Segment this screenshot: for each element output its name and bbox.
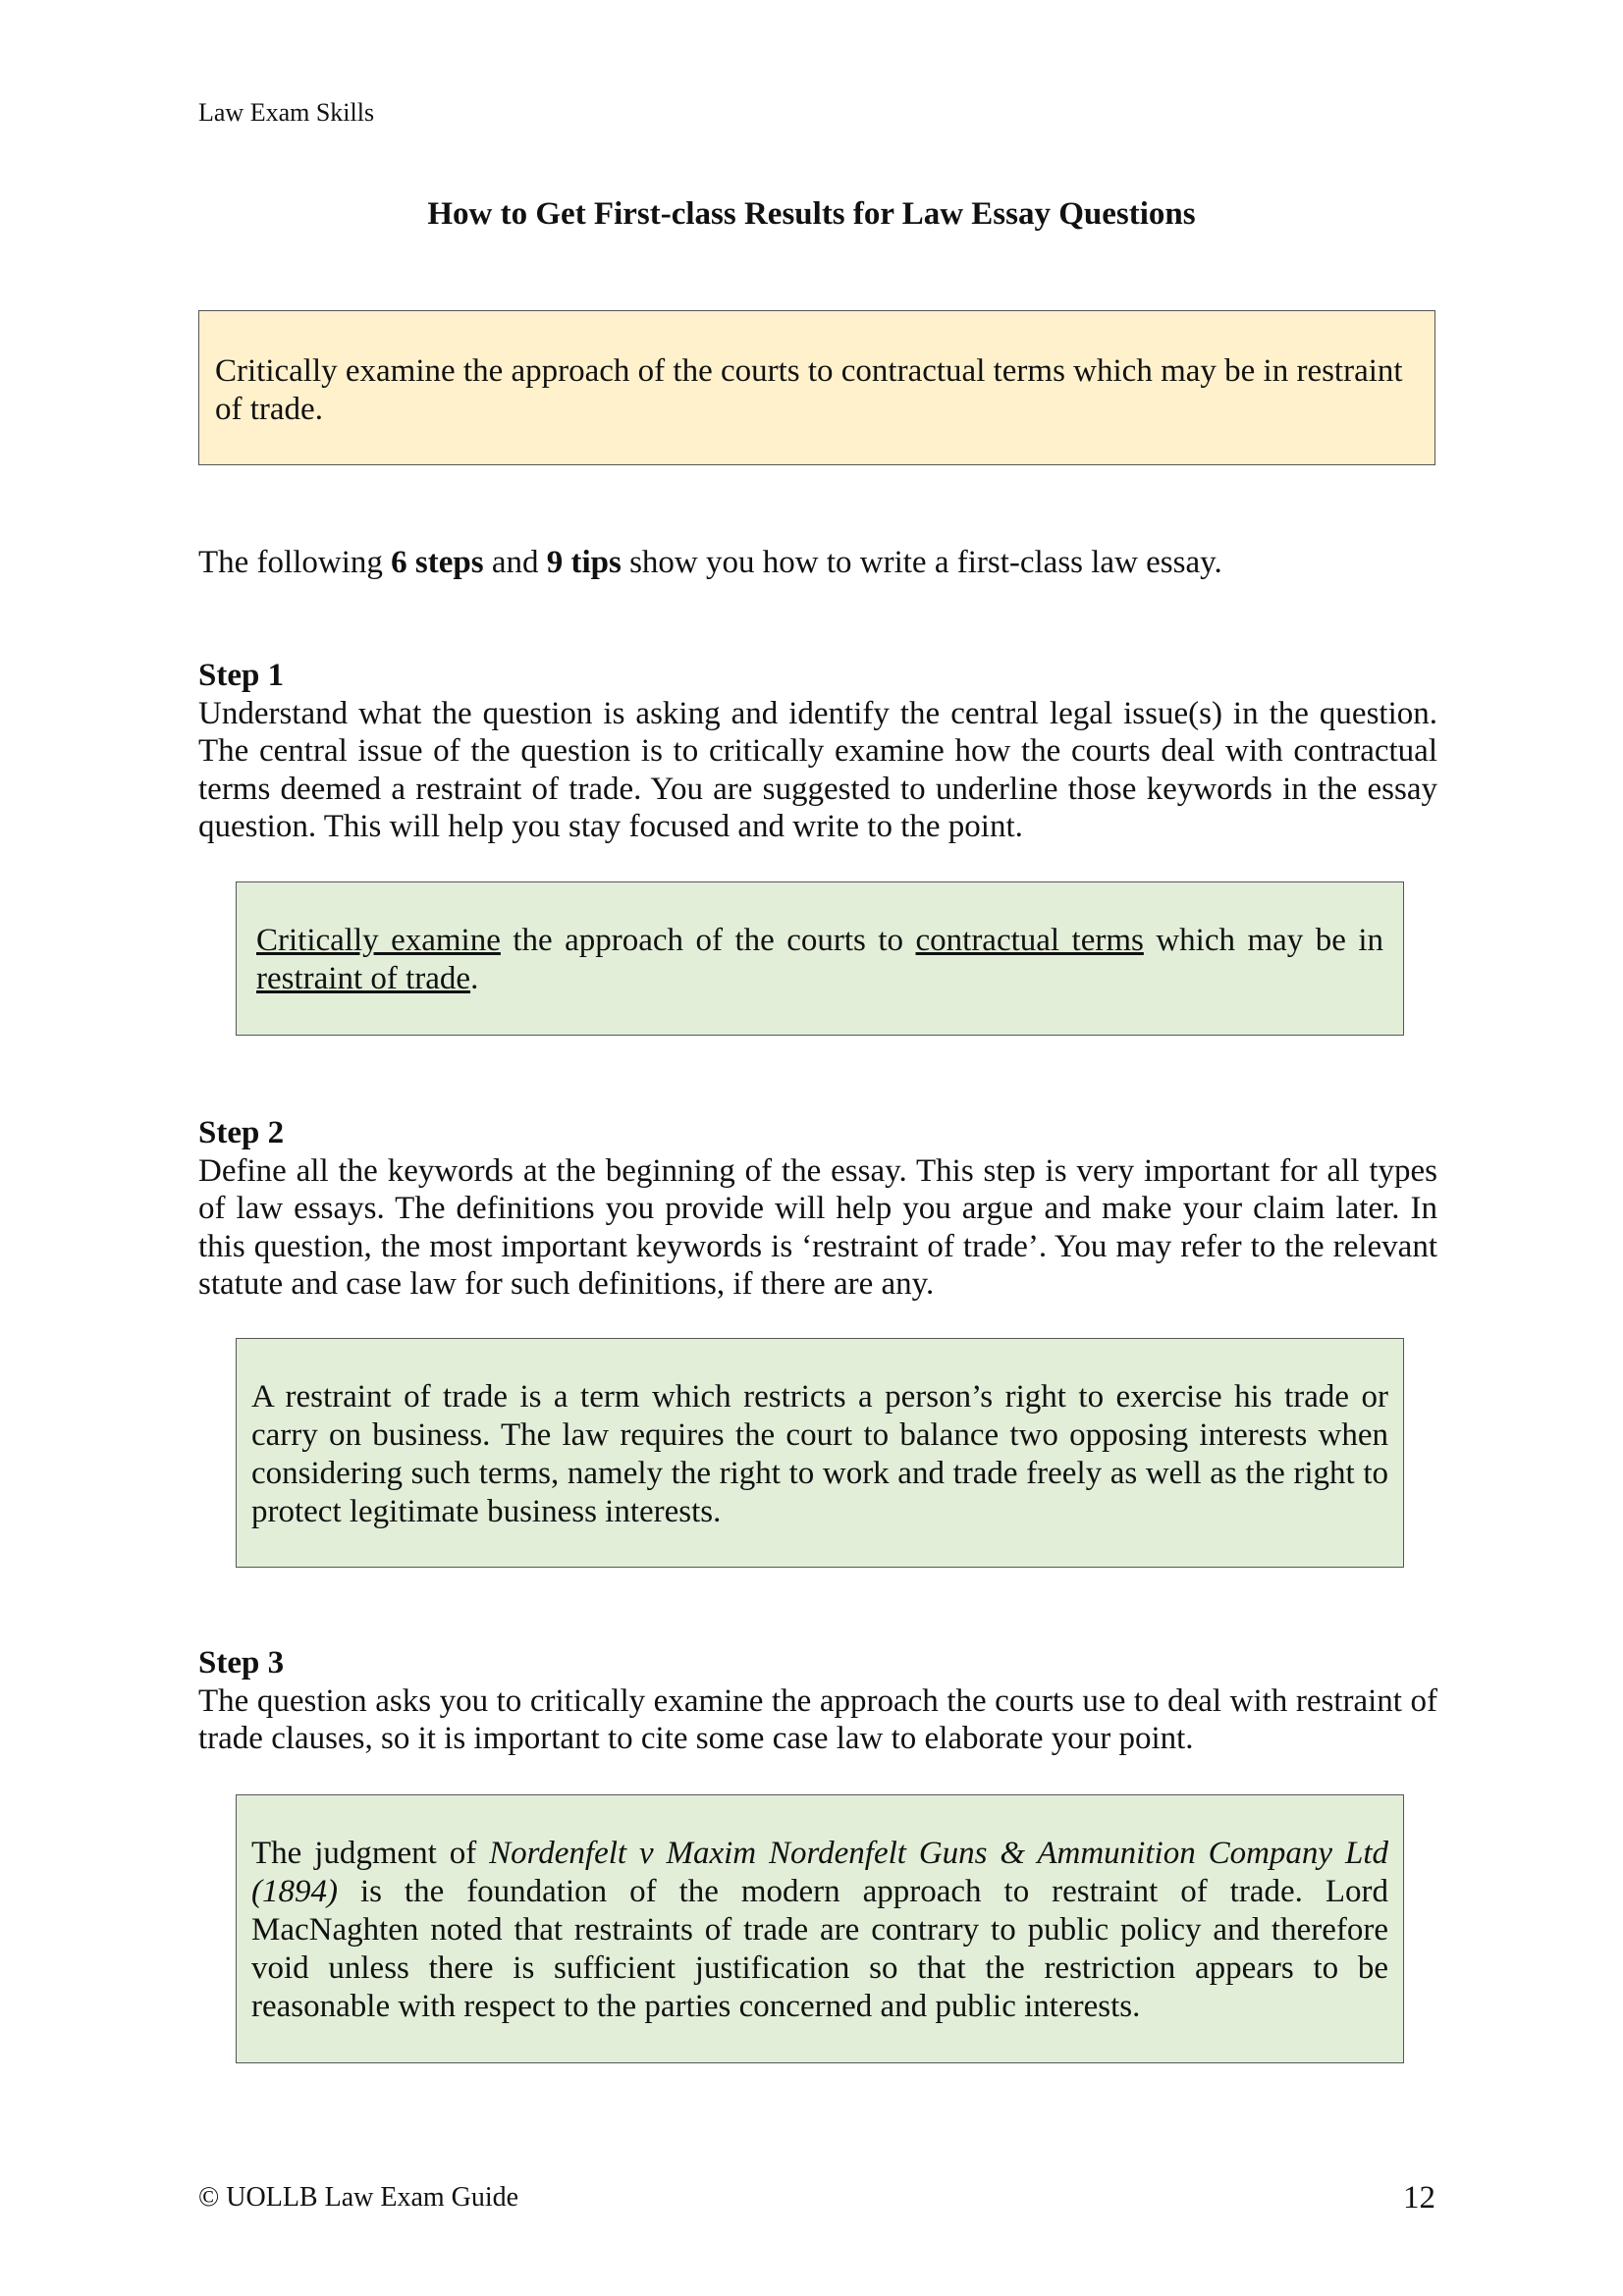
steps-count: 6 steps [391, 545, 484, 580]
example-text-segment: . [470, 961, 479, 996]
step-2-body: Define all the keywords at the beginning of the essay. This step is very important for all types of law essays. The definitions you provide will help you argue and make your claim later. In this question, the most important keywords is ‘restraint of trade’. You may refer to the relevant statute and case law for such definitions, if there are any. [198, 1152, 1437, 1302]
step-1-section [198, 657, 1437, 846]
step-2-section [198, 1114, 1437, 1304]
step-2-heading: Step 2 [198, 1115, 285, 1150]
keyword-critically-examine: Critically examine [256, 923, 501, 958]
intro-paragraph [198, 544, 1437, 582]
essay-question-text: Critically examine the approach of the courts to contractual terms which may be in restraint of trade. [215, 353, 1403, 427]
footer-copyright: © UOLLB Law Exam Guide [198, 2182, 519, 2213]
tips-count: 9 tips [546, 545, 622, 580]
step-3-heading: Step 3 [198, 1645, 285, 1681]
step-1-heading: Step 1 [198, 658, 285, 693]
page-title: How to Get First-class Results for Law Essay Questions [427, 196, 1196, 232]
intro-text-middle: and [483, 545, 547, 580]
page-number: 12 [1403, 2180, 1435, 2216]
example-text-segment: which may be in [1143, 923, 1384, 958]
keyword-contractual-terms: contractual terms [915, 923, 1144, 958]
step-2-definition-text: A restraint of trade is a term which restricts a person’s right to exercise his trade or carry on business. The law requires the court to balance two opposing interests when considering such terms, namely the right to work and trade freely as well as the right to protect legitimate business interests. [251, 1379, 1388, 1529]
intro-text-before: The following [198, 545, 392, 580]
step-1-example-box [236, 881, 1404, 1036]
step-1-body: Understand what the question is asking and identify the central legal issue(s) in the question. The central issue of the question is to critically examine how the courts deal with contractual terms deemed a restraint of trade. You are suggested to underline those keywords in the essay question. This will help you stay focused and write to the point. [198, 695, 1437, 844]
step-3-case-box [236, 1794, 1404, 2063]
case-text-body: is the foundation of the modern approach to restraint of trade. Lord MacNaghten noted that restraints of trade are contrary to public policy and therefore void unless there is sufficient justification so that the restriction appears to be reasonable with respect to the parties concerned and public interests. [251, 1874, 1388, 2024]
step-3-body: The question asks you to critically examine the approach the courts use to deal with restraint of trade clauses, so it is important to cite some case law to elaborate your point. [198, 1682, 1437, 1756]
example-text-segment: the approach of the courts to [500, 923, 916, 958]
essay-question-box [198, 310, 1435, 465]
intro-text-after: show you how to write a first-class law essay. [621, 545, 1222, 580]
case-citation: Nordenfelt v Maxim Nordenfelt Guns & Ammunition Company Ltd (1894) [251, 1836, 1388, 1909]
step-1-example-text [256, 922, 1383, 998]
step-3-case-text [251, 1835, 1388, 2026]
running-header: Law Exam Skills [198, 98, 375, 127]
step-3-section [198, 1644, 1437, 1758]
keyword-restraint-of-trade: restraint of trade [256, 961, 471, 996]
step-2-definition-box [236, 1338, 1404, 1568]
case-text-intro: The judgment of [251, 1836, 490, 1871]
